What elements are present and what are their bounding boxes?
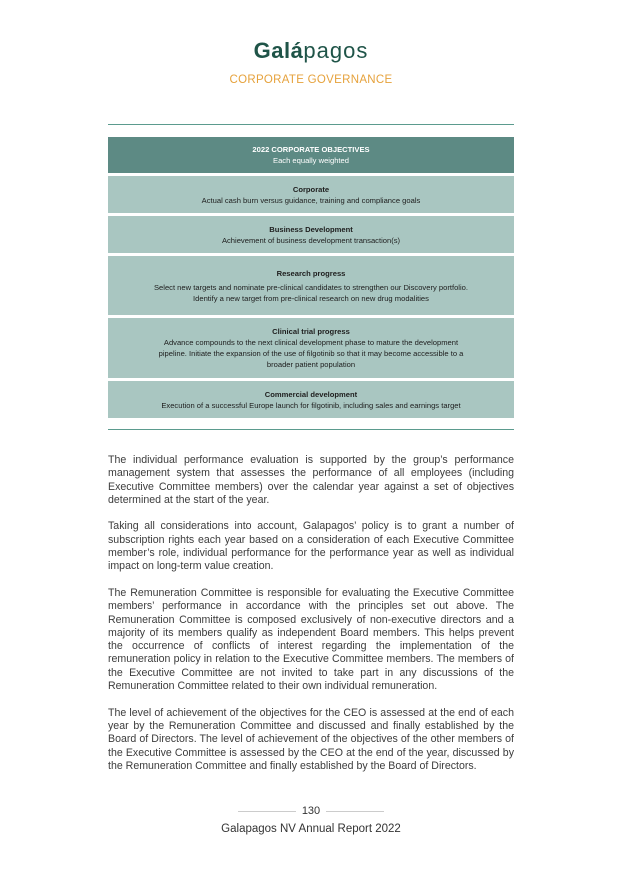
- top-divider: [108, 124, 514, 125]
- objective-description: Achievement of business development transaction(s): [221, 236, 401, 245]
- objective-title: Business Development: [269, 225, 353, 234]
- objective-row-research-progress: [108, 256, 514, 315]
- page-number: 130: [301, 805, 321, 817]
- brand-logo: [0, 38, 622, 64]
- objectives-subtitle: Each equally weighted: [273, 156, 349, 165]
- objective-row-corporate: [108, 176, 514, 213]
- objective-description-line: Identify a new target from pre-clinical research on new drug modalities: [193, 294, 429, 303]
- objective-title: Commercial development: [264, 390, 358, 399]
- objective-description-line: pipeline. Initiate the expansion of the use of filgotinib so that it may become accessible to a: [158, 349, 464, 358]
- objective-row-business-development: [108, 216, 514, 253]
- objective-description-line: Advance compounds to the next clinical development phase to mature the development: [163, 338, 459, 347]
- objectives-table: [108, 137, 514, 418]
- objective-title: Corporate: [292, 185, 330, 194]
- paragraph: The individual performance evaluation is supported by the group’s performance management system that assesses the performance of all employees (including Executive Committee members) over the calendar year against a set of objectives determined at the start of the year.: [108, 454, 514, 506]
- page-number-row: [238, 804, 384, 818]
- paragraph: The Remuneration Committee is responsible for evaluating the Executive Committee members’ performance in accordance with the principles set out above. The Remuneration Committee is composed exclusively of non-executive directors and a majority of its members qualify as independent Board members. This helps prevent the occurrence of conflicts of interest regarding the implementation of the remuneration policy in relation to the Executive Committee members. The members of the Executive Committee are not invited to take part in any discussions of the Remuneration Committee related to their own individual remuneration.: [108, 586, 514, 693]
- objective-row-commercial-development: [108, 381, 514, 418]
- objective-description-line: broader patient population: [266, 360, 356, 369]
- objectives-title: 2022 CORPORATE OBJECTIVES: [252, 145, 370, 154]
- objective-row-clinical-trial-progress: [108, 318, 514, 378]
- objective-description-line: Select new targets and nominate pre-clinical candidates to strengthen our Discovery portfolio.: [153, 283, 469, 292]
- logo-text-bold: Galá: [253, 38, 304, 63]
- report-title: Galapagos NV Annual Report 2022: [221, 823, 401, 835]
- objective-title: Research progress: [276, 269, 346, 278]
- paragraph: Taking all considerations into account, Galapagos’ policy is to grant a number of subscription rights each year based on a consideration of each Executive Committee member’s role, individual performance for the performance year as well as individual impact on long-term value creation.: [108, 520, 514, 573]
- objectives-header: [108, 137, 514, 173]
- page-number-rule-right: [326, 811, 384, 812]
- paragraph: The level of achievement of the objectives for the CEO is assessed at the end of each year by the Remuneration Committee and discussed and finally established by the Board of Directors. The level of achievement of the objectives of the other members of the Executive Committee is assessed by the CEO at the end of the year, discussed by the Remuneration Committee and finally established by the Board of Directors.: [108, 706, 514, 772]
- objective-title: Clinical trial progress: [272, 327, 350, 336]
- logo-text-light: pagos: [303, 38, 369, 63]
- objective-description: Actual cash burn versus guidance, training and compliance goals: [201, 196, 421, 205]
- body-text: [108, 454, 514, 786]
- section-label: CORPORATE GOVERNANCE: [229, 74, 393, 86]
- objective-description: Execution of a successful Europe launch for filgotinib, including sales and earnings target: [161, 401, 461, 410]
- bottom-divider: [108, 429, 514, 430]
